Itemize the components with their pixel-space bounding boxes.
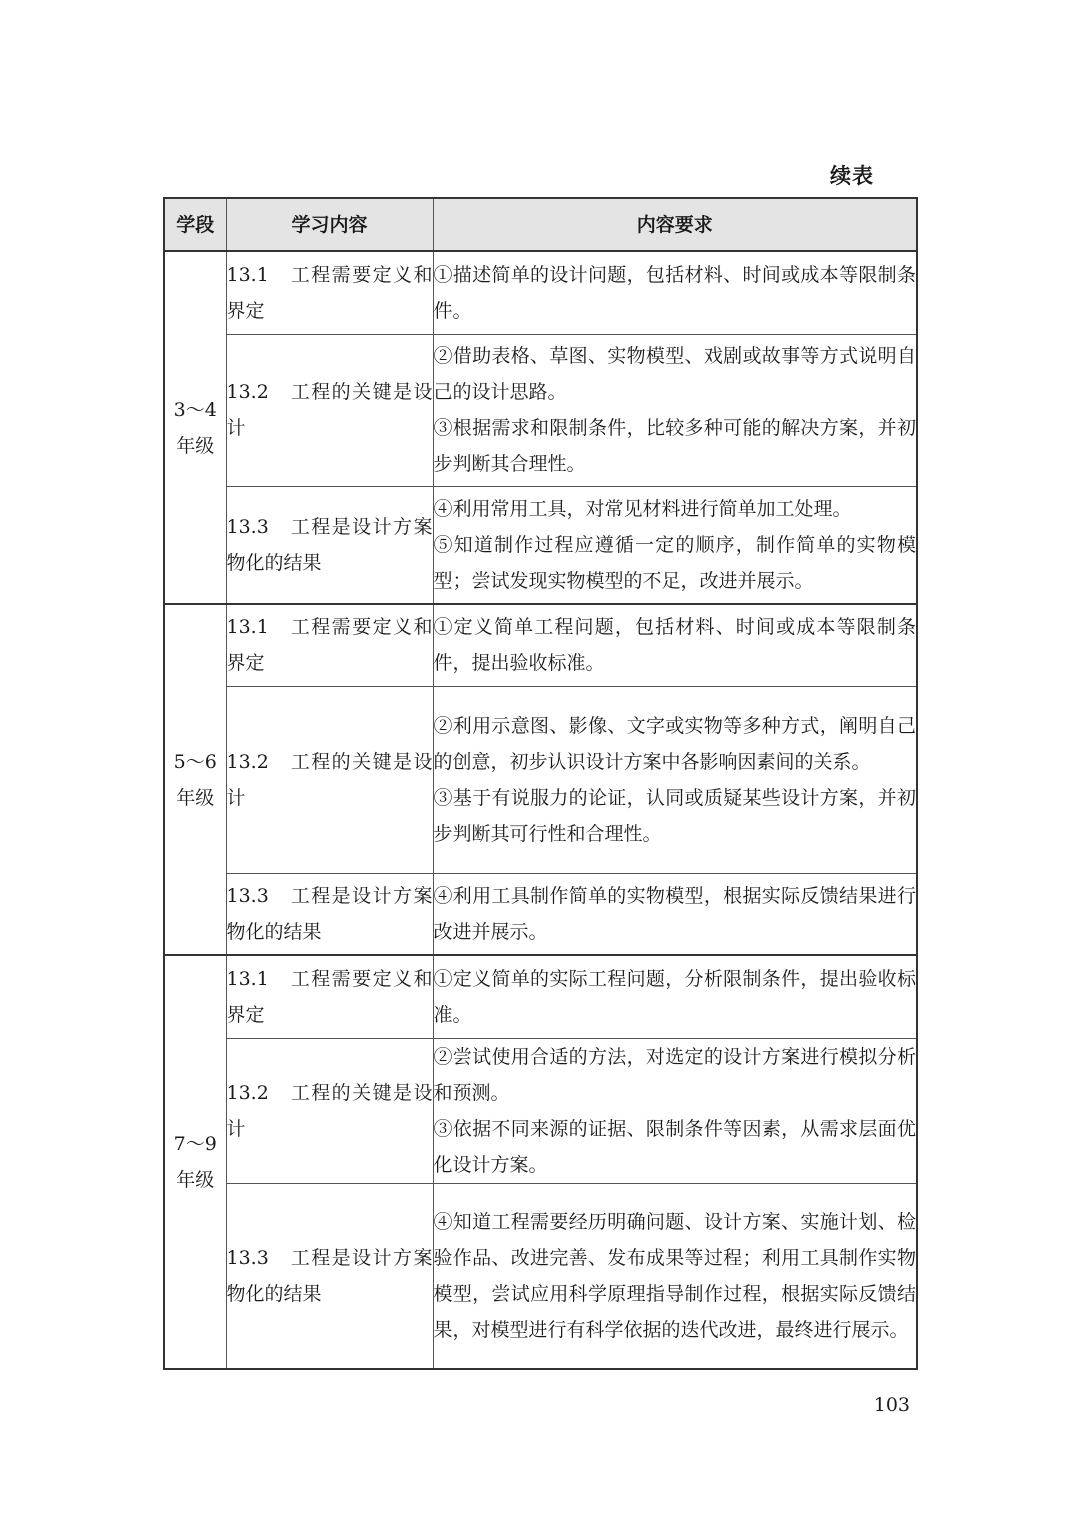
requirement-item: ①定义简单的实际工程问题，分析限制条件，提出验收标准。 xyxy=(433,967,916,1026)
requirement-item: ③根据需求和限制条件，比较多种可能的解决方案，并初步判断其合理性。 xyxy=(433,417,916,475)
topic-cell: 13.2 工程的关键是设计 xyxy=(226,1038,433,1183)
requirements-cell xyxy=(433,873,917,955)
topic-cell: 13.1 工程需要定义和界定 xyxy=(226,955,433,1038)
requirement-item: ③依据不同来源的证据、限制条件等因素，从需求层面优化设计方案。 xyxy=(433,1117,916,1176)
stage-group-3-4 xyxy=(164,251,917,604)
requirements-cell xyxy=(433,1183,917,1369)
requirements-cell xyxy=(433,686,917,873)
topic-cell: 13.3 工程是设计方案物化的结果 xyxy=(226,486,433,604)
table-row xyxy=(164,251,917,334)
topic-cell: 13.3 工程是设计方案物化的结果 xyxy=(226,1183,433,1369)
requirements-cell xyxy=(433,334,917,486)
curriculum-table xyxy=(163,197,918,1370)
table-row xyxy=(164,955,917,1038)
stage-group-7-9 xyxy=(164,955,917,1369)
topic-cell: 13.2 工程的关键是设计 xyxy=(226,334,433,486)
requirement-item: ④利用常用工具，对常见材料进行简单加工处理。 xyxy=(433,497,852,520)
stage-range: 3～4 xyxy=(173,398,217,421)
stage-unit: 年级 xyxy=(176,434,215,457)
table-row xyxy=(164,604,917,686)
stage-unit: 年级 xyxy=(176,1169,215,1191)
stage-cell xyxy=(164,955,226,1369)
requirements-cell xyxy=(433,251,917,334)
table-header-row xyxy=(164,198,917,251)
header-requirements: 内容要求 xyxy=(433,198,917,251)
requirement-item: ②利用示意图、影像、文字或实物等多种方式，阐明自己的创意，初步认识设计方案中各影响因素间的关系。 xyxy=(433,714,916,773)
requirement-item: ④利用工具制作简单的实物模型，根据实际反馈结果进行改进并展示。 xyxy=(433,884,916,943)
requirement-item: ③基于有说服力的论证，认同或质疑某些设计方案，并初步判断其可行性和合理性。 xyxy=(433,786,916,845)
requirements-cell xyxy=(433,1038,917,1183)
stage-group-5-6 xyxy=(164,604,917,955)
requirement-item: ②借助表格、草图、实物模型、戏剧或故事等方式说明自己的设计思路。 xyxy=(433,345,916,403)
page-number: 103 xyxy=(873,1394,910,1416)
requirements-cell xyxy=(433,604,917,686)
requirement-item: ④知道工程需要经历明确问题、设计方案、实施计划、检验作品、改进完善、发布成果等过程；利用工具制作实物模型，尝试应用科学原理指导制作过程，根据实际反馈结果，对模型进行有科学依据的迭代改进，最终进行展示。 xyxy=(433,1210,916,1341)
table-row xyxy=(164,873,917,955)
stage-cell xyxy=(164,604,226,955)
requirement-item: ①定义简单工程问题，包括材料、时间或成本等限制条件，提出验收标准。 xyxy=(433,616,916,675)
header-stage: 学段 xyxy=(164,198,226,251)
requirement-item: ②尝试使用合适的方法，对选定的设计方案进行模拟分析和预测。 xyxy=(433,1045,916,1104)
table-row xyxy=(164,1038,917,1183)
requirements-cell xyxy=(433,486,917,604)
requirement-item: ⑤知道制作过程应遵循一定的顺序，制作简单的实物模型；尝试发现实物模型的不足，改进并展示。 xyxy=(433,533,916,592)
stage-range: 7～9 xyxy=(173,1133,217,1155)
continuation-label: 续表 xyxy=(830,164,874,188)
header-content: 学习内容 xyxy=(226,198,433,251)
topic-cell: 13.2 工程的关键是设计 xyxy=(226,686,433,873)
stage-unit: 年级 xyxy=(176,786,215,809)
requirement-item: ①描述简单的设计问题，包括材料、时间或成本等限制条件。 xyxy=(433,263,916,322)
table-row xyxy=(164,334,917,486)
stage-cell xyxy=(164,251,226,604)
requirements-cell xyxy=(433,955,917,1038)
topic-cell: 13.1 工程需要定义和界定 xyxy=(226,604,433,686)
stage-range: 5～6 xyxy=(173,750,217,773)
table-row xyxy=(164,686,917,873)
table-row xyxy=(164,486,917,604)
topic-cell: 13.1 工程需要定义和界定 xyxy=(226,251,433,334)
topic-cell: 13.3 工程是设计方案物化的结果 xyxy=(226,873,433,955)
table-row xyxy=(164,1183,917,1369)
